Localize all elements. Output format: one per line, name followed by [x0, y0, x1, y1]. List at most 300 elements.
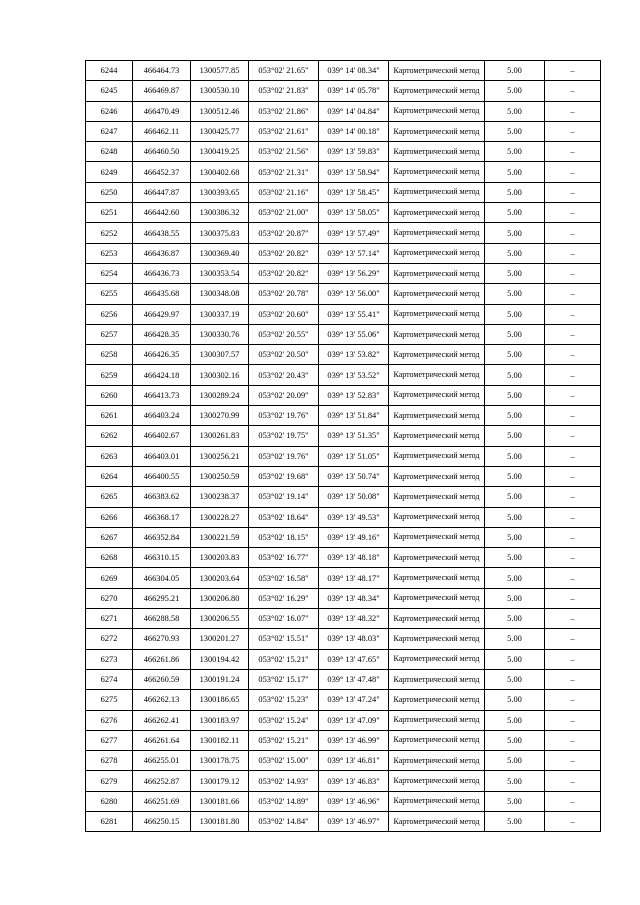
method-cell: Картометрический метод [389, 324, 485, 344]
table-row [86, 284, 601, 304]
accuracy-cell: 5.00 [485, 61, 545, 81]
table-row [86, 548, 601, 568]
longitude-cell: 039° 13' 58.45" [319, 182, 389, 202]
coordinates-sheet [85, 60, 600, 832]
accuracy-cell: 5.00 [485, 609, 545, 629]
accuracy-cell: 5.00 [485, 223, 545, 243]
y-coordinate-cell: 1300530.10 [191, 81, 249, 101]
table-row [86, 609, 601, 629]
y-coordinate-cell: 1300419.25 [191, 142, 249, 162]
longitude-cell: 039° 13' 57.14" [319, 243, 389, 263]
y-coordinate-cell: 1300191.24 [191, 669, 249, 689]
method-cell: Картометрический метод [389, 162, 485, 182]
y-coordinate-cell: 1300206.80 [191, 588, 249, 608]
x-coordinate-cell: 466261.86 [133, 649, 191, 669]
table-row [86, 507, 601, 527]
description-cell: – [545, 568, 601, 588]
point-number-cell: 6248 [86, 142, 133, 162]
point-number-cell: 6253 [86, 243, 133, 263]
longitude-cell: 039° 13' 47.09" [319, 710, 389, 730]
latitude-cell: 053°02' 19.76" [249, 406, 319, 426]
accuracy-cell: 5.00 [485, 345, 545, 365]
longitude-cell: 039° 13' 51.35" [319, 426, 389, 446]
accuracy-cell: 5.00 [485, 162, 545, 182]
longitude-cell: 039° 14' 04.84" [319, 101, 389, 121]
longitude-cell: 039° 13' 58.05" [319, 203, 389, 223]
description-cell: – [545, 527, 601, 547]
point-number-cell: 6250 [86, 182, 133, 202]
y-coordinate-cell: 1300577.85 [191, 61, 249, 81]
description-cell: – [545, 548, 601, 568]
table-row [86, 162, 601, 182]
table-row [86, 426, 601, 446]
description-cell: – [545, 101, 601, 121]
latitude-cell: 053°02' 20.82" [249, 263, 319, 283]
method-cell: Картометрический метод [389, 527, 485, 547]
point-number-cell: 6262 [86, 426, 133, 446]
longitude-cell: 039° 13' 50.74" [319, 466, 389, 486]
latitude-cell: 053°02' 20.55" [249, 324, 319, 344]
accuracy-cell: 5.00 [485, 142, 545, 162]
latitude-cell: 053°02' 19.76" [249, 446, 319, 466]
table-row [86, 223, 601, 243]
point-number-cell: 6278 [86, 751, 133, 771]
point-number-cell: 6256 [86, 304, 133, 324]
description-cell: – [545, 669, 601, 689]
method-cell: Картометрический метод [389, 609, 485, 629]
accuracy-cell: 5.00 [485, 527, 545, 547]
y-coordinate-cell: 1300203.64 [191, 568, 249, 588]
accuracy-cell: 5.00 [485, 365, 545, 385]
longitude-cell: 039° 14' 05.78" [319, 81, 389, 101]
longitude-cell: 039° 13' 46.83" [319, 771, 389, 791]
point-number-cell: 6275 [86, 690, 133, 710]
x-coordinate-cell: 466464.73 [133, 61, 191, 81]
point-number-cell: 6274 [86, 669, 133, 689]
y-coordinate-cell: 1300270.99 [191, 406, 249, 426]
table-row [86, 385, 601, 405]
y-coordinate-cell: 1300302.16 [191, 365, 249, 385]
latitude-cell: 053°02' 16.29" [249, 588, 319, 608]
latitude-cell: 053°02' 20.60" [249, 304, 319, 324]
latitude-cell: 053°02' 20.82" [249, 243, 319, 263]
table-row [86, 324, 601, 344]
method-cell: Картометрический метод [389, 263, 485, 283]
latitude-cell: 053°02' 21.83" [249, 81, 319, 101]
method-cell: Картометрический метод [389, 791, 485, 811]
latitude-cell: 053°02' 21.16" [249, 182, 319, 202]
longitude-cell: 039° 13' 47.48" [319, 669, 389, 689]
description-cell: – [545, 406, 601, 426]
table-row [86, 365, 601, 385]
coordinates-table [85, 60, 601, 832]
y-coordinate-cell: 1300186.65 [191, 690, 249, 710]
point-number-cell: 6255 [86, 284, 133, 304]
table-row [86, 771, 601, 791]
longitude-cell: 039° 13' 46.97" [319, 811, 389, 831]
y-coordinate-cell: 1300386.32 [191, 203, 249, 223]
description-cell: – [545, 203, 601, 223]
description-cell: – [545, 588, 601, 608]
longitude-cell: 039° 14' 08.34" [319, 61, 389, 81]
point-number-cell: 6252 [86, 223, 133, 243]
latitude-cell: 053°02' 18.64" [249, 507, 319, 527]
method-cell: Картометрический метод [389, 771, 485, 791]
accuracy-cell: 5.00 [485, 263, 545, 283]
x-coordinate-cell: 466452.37 [133, 162, 191, 182]
method-cell: Картометрический метод [389, 243, 485, 263]
accuracy-cell: 5.00 [485, 487, 545, 507]
x-coordinate-cell: 466261.64 [133, 730, 191, 750]
x-coordinate-cell: 466436.87 [133, 243, 191, 263]
latitude-cell: 053°02' 15.21" [249, 730, 319, 750]
x-coordinate-cell: 466260.59 [133, 669, 191, 689]
latitude-cell: 053°02' 14.93" [249, 771, 319, 791]
x-coordinate-cell: 466442.60 [133, 203, 191, 223]
method-cell: Картометрический метод [389, 730, 485, 750]
description-cell: – [545, 791, 601, 811]
longitude-cell: 039° 13' 46.96" [319, 791, 389, 811]
y-coordinate-cell: 1300182.11 [191, 730, 249, 750]
x-coordinate-cell: 466470.49 [133, 101, 191, 121]
method-cell: Картометрический метод [389, 61, 485, 81]
description-cell: – [545, 243, 601, 263]
latitude-cell: 053°02' 16.77" [249, 548, 319, 568]
x-coordinate-cell: 466429.97 [133, 304, 191, 324]
description-cell: – [545, 609, 601, 629]
longitude-cell: 039° 13' 49.16" [319, 527, 389, 547]
point-number-cell: 6244 [86, 61, 133, 81]
longitude-cell: 039° 13' 59.83" [319, 142, 389, 162]
y-coordinate-cell: 1300179.12 [191, 771, 249, 791]
table-row [86, 629, 601, 649]
description-cell: – [545, 121, 601, 141]
method-cell: Картометрический метод [389, 203, 485, 223]
x-coordinate-cell: 466426.35 [133, 345, 191, 365]
x-coordinate-cell: 466262.41 [133, 710, 191, 730]
x-coordinate-cell: 466460.50 [133, 142, 191, 162]
point-number-cell: 6270 [86, 588, 133, 608]
method-cell: Картометрический метод [389, 345, 485, 365]
longitude-cell: 039° 13' 48.34" [319, 588, 389, 608]
latitude-cell: 053°02' 14.84" [249, 811, 319, 831]
point-number-cell: 6259 [86, 365, 133, 385]
latitude-cell: 053°02' 20.87" [249, 223, 319, 243]
accuracy-cell: 5.00 [485, 588, 545, 608]
method-cell: Картометрический метод [389, 365, 485, 385]
table-row [86, 406, 601, 426]
latitude-cell: 053°02' 19.14" [249, 487, 319, 507]
table-row [86, 568, 601, 588]
method-cell: Картометрический метод [389, 588, 485, 608]
y-coordinate-cell: 1300256.21 [191, 446, 249, 466]
description-cell: – [545, 507, 601, 527]
method-cell: Картометрический метод [389, 426, 485, 446]
longitude-cell: 039° 13' 47.24" [319, 690, 389, 710]
accuracy-cell: 5.00 [485, 669, 545, 689]
description-cell: – [545, 324, 601, 344]
y-coordinate-cell: 1300402.68 [191, 162, 249, 182]
method-cell: Картометрический метод [389, 710, 485, 730]
latitude-cell: 053°02' 16.58" [249, 568, 319, 588]
point-number-cell: 6269 [86, 568, 133, 588]
point-number-cell: 6267 [86, 527, 133, 547]
point-number-cell: 6260 [86, 385, 133, 405]
x-coordinate-cell: 466262.13 [133, 690, 191, 710]
y-coordinate-cell: 1300307.57 [191, 345, 249, 365]
longitude-cell: 039° 13' 53.82" [319, 345, 389, 365]
point-number-cell: 6261 [86, 406, 133, 426]
point-number-cell: 6268 [86, 548, 133, 568]
point-number-cell: 6249 [86, 162, 133, 182]
description-cell: – [545, 162, 601, 182]
latitude-cell: 053°02' 20.09" [249, 385, 319, 405]
accuracy-cell: 5.00 [485, 507, 545, 527]
latitude-cell: 053°02' 15.23" [249, 690, 319, 710]
table-row [86, 466, 601, 486]
latitude-cell: 053°02' 14.89" [249, 791, 319, 811]
latitude-cell: 053°02' 20.43" [249, 365, 319, 385]
table-row [86, 710, 601, 730]
latitude-cell: 053°02' 16.07" [249, 609, 319, 629]
table-row [86, 669, 601, 689]
method-cell: Картометрический метод [389, 568, 485, 588]
latitude-cell: 053°02' 20.78" [249, 284, 319, 304]
longitude-cell: 039° 13' 49.53" [319, 507, 389, 527]
description-cell: – [545, 649, 601, 669]
y-coordinate-cell: 1300330.76 [191, 324, 249, 344]
accuracy-cell: 5.00 [485, 284, 545, 304]
method-cell: Картометрический метод [389, 101, 485, 121]
point-number-cell: 6272 [86, 629, 133, 649]
method-cell: Картометрический метод [389, 751, 485, 771]
point-number-cell: 6257 [86, 324, 133, 344]
y-coordinate-cell: 1300425.77 [191, 121, 249, 141]
x-coordinate-cell: 466400.55 [133, 466, 191, 486]
point-number-cell: 6251 [86, 203, 133, 223]
method-cell: Картометрический метод [389, 548, 485, 568]
point-number-cell: 6246 [86, 101, 133, 121]
x-coordinate-cell: 466383.62 [133, 487, 191, 507]
accuracy-cell: 5.00 [485, 385, 545, 405]
table-row [86, 101, 601, 121]
y-coordinate-cell: 1300206.55 [191, 609, 249, 629]
accuracy-cell: 5.00 [485, 406, 545, 426]
table-row [86, 690, 601, 710]
x-coordinate-cell: 466270.93 [133, 629, 191, 649]
y-coordinate-cell: 1300289.24 [191, 385, 249, 405]
y-coordinate-cell: 1300201.27 [191, 629, 249, 649]
x-coordinate-cell: 466310.15 [133, 548, 191, 568]
latitude-cell: 053°02' 21.56" [249, 142, 319, 162]
description-cell: – [545, 304, 601, 324]
table-row [86, 142, 601, 162]
longitude-cell: 039° 14' 00.18" [319, 121, 389, 141]
longitude-cell: 039° 13' 50.08" [319, 487, 389, 507]
longitude-cell: 039° 13' 56.29" [319, 263, 389, 283]
x-coordinate-cell: 466435.68 [133, 284, 191, 304]
description-cell: – [545, 345, 601, 365]
longitude-cell: 039° 13' 57.49" [319, 223, 389, 243]
y-coordinate-cell: 1300337.19 [191, 304, 249, 324]
table-row [86, 304, 601, 324]
longitude-cell: 039° 13' 48.17" [319, 568, 389, 588]
y-coordinate-cell: 1300181.80 [191, 811, 249, 831]
longitude-cell: 039° 13' 51.05" [319, 446, 389, 466]
method-cell: Картометрический метод [389, 811, 485, 831]
accuracy-cell: 5.00 [485, 568, 545, 588]
point-number-cell: 6247 [86, 121, 133, 141]
description-cell: – [545, 142, 601, 162]
table-row [86, 527, 601, 547]
accuracy-cell: 5.00 [485, 101, 545, 121]
table-row [86, 588, 601, 608]
method-cell: Картометрический метод [389, 507, 485, 527]
x-coordinate-cell: 466251.69 [133, 791, 191, 811]
y-coordinate-cell: 1300183.97 [191, 710, 249, 730]
longitude-cell: 039° 13' 48.32" [319, 609, 389, 629]
point-number-cell: 6266 [86, 507, 133, 527]
latitude-cell: 053°02' 18.15" [249, 527, 319, 547]
longitude-cell: 039° 13' 55.41" [319, 304, 389, 324]
method-cell: Картометрический метод [389, 304, 485, 324]
accuracy-cell: 5.00 [485, 446, 545, 466]
x-coordinate-cell: 466255.01 [133, 751, 191, 771]
y-coordinate-cell: 1300348.08 [191, 284, 249, 304]
description-cell: – [545, 223, 601, 243]
point-number-cell: 6281 [86, 811, 133, 831]
y-coordinate-cell: 1300261.83 [191, 426, 249, 446]
point-number-cell: 6264 [86, 466, 133, 486]
point-number-cell: 6245 [86, 81, 133, 101]
table-row [86, 243, 601, 263]
latitude-cell: 053°02' 20.50" [249, 345, 319, 365]
accuracy-cell: 5.00 [485, 629, 545, 649]
latitude-cell: 053°02' 21.00" [249, 203, 319, 223]
description-cell: – [545, 466, 601, 486]
x-coordinate-cell: 466469.87 [133, 81, 191, 101]
method-cell: Картометрический метод [389, 385, 485, 405]
description-cell: – [545, 61, 601, 81]
longitude-cell: 039° 13' 46.99" [319, 730, 389, 750]
description-cell: – [545, 629, 601, 649]
method-cell: Картометрический метод [389, 466, 485, 486]
table-row [86, 730, 601, 750]
x-coordinate-cell: 466462.11 [133, 121, 191, 141]
accuracy-cell: 5.00 [485, 182, 545, 202]
x-coordinate-cell: 466436.73 [133, 263, 191, 283]
method-cell: Картометрический метод [389, 669, 485, 689]
latitude-cell: 053°02' 15.51" [249, 629, 319, 649]
latitude-cell: 053°02' 19.75" [249, 426, 319, 446]
longitude-cell: 039° 13' 48.18" [319, 548, 389, 568]
latitude-cell: 053°02' 15.21" [249, 649, 319, 669]
accuracy-cell: 5.00 [485, 203, 545, 223]
point-number-cell: 6263 [86, 446, 133, 466]
accuracy-cell: 5.00 [485, 121, 545, 141]
x-coordinate-cell: 466447.87 [133, 182, 191, 202]
table-row [86, 446, 601, 466]
accuracy-cell: 5.00 [485, 304, 545, 324]
longitude-cell: 039° 13' 58.94" [319, 162, 389, 182]
description-cell: – [545, 751, 601, 771]
x-coordinate-cell: 466428.35 [133, 324, 191, 344]
x-coordinate-cell: 466288.58 [133, 609, 191, 629]
x-coordinate-cell: 466403.01 [133, 446, 191, 466]
accuracy-cell: 5.00 [485, 811, 545, 831]
description-cell: – [545, 365, 601, 385]
accuracy-cell: 5.00 [485, 243, 545, 263]
longitude-cell: 039° 13' 47.65" [319, 649, 389, 669]
x-coordinate-cell: 466250.15 [133, 811, 191, 831]
method-cell: Картометрический метод [389, 629, 485, 649]
y-coordinate-cell: 1300181.66 [191, 791, 249, 811]
table-row [86, 263, 601, 283]
y-coordinate-cell: 1300375.83 [191, 223, 249, 243]
method-cell: Картометрический метод [389, 81, 485, 101]
method-cell: Картометрический метод [389, 223, 485, 243]
description-cell: – [545, 284, 601, 304]
y-coordinate-cell: 1300203.83 [191, 548, 249, 568]
x-coordinate-cell: 466413.73 [133, 385, 191, 405]
y-coordinate-cell: 1300369.40 [191, 243, 249, 263]
point-number-cell: 6280 [86, 791, 133, 811]
accuracy-cell: 5.00 [485, 771, 545, 791]
table-row [86, 487, 601, 507]
point-number-cell: 6279 [86, 771, 133, 791]
x-coordinate-cell: 466424.18 [133, 365, 191, 385]
x-coordinate-cell: 466402.67 [133, 426, 191, 446]
table-row [86, 811, 601, 831]
x-coordinate-cell: 466438.55 [133, 223, 191, 243]
y-coordinate-cell: 1300393.65 [191, 182, 249, 202]
accuracy-cell: 5.00 [485, 791, 545, 811]
description-cell: – [545, 263, 601, 283]
x-coordinate-cell: 466295.21 [133, 588, 191, 608]
latitude-cell: 053°02' 15.24" [249, 710, 319, 730]
table-row [86, 345, 601, 365]
latitude-cell: 053°02' 21.61" [249, 121, 319, 141]
table-row [86, 81, 601, 101]
x-coordinate-cell: 466352.84 [133, 527, 191, 547]
y-coordinate-cell: 1300353.54 [191, 263, 249, 283]
method-cell: Картометрический метод [389, 182, 485, 202]
table-row [86, 61, 601, 81]
longitude-cell: 039° 13' 51.84" [319, 406, 389, 426]
latitude-cell: 053°02' 21.86" [249, 101, 319, 121]
description-cell: – [545, 426, 601, 446]
x-coordinate-cell: 466368.17 [133, 507, 191, 527]
point-number-cell: 6258 [86, 345, 133, 365]
table-row [86, 203, 601, 223]
y-coordinate-cell: 1300228.27 [191, 507, 249, 527]
description-cell: – [545, 487, 601, 507]
accuracy-cell: 5.00 [485, 548, 545, 568]
accuracy-cell: 5.00 [485, 690, 545, 710]
longitude-cell: 039° 13' 56.00" [319, 284, 389, 304]
description-cell: – [545, 811, 601, 831]
longitude-cell: 039° 13' 55.06" [319, 324, 389, 344]
accuracy-cell: 5.00 [485, 710, 545, 730]
method-cell: Картометрический метод [389, 487, 485, 507]
table-row [86, 751, 601, 771]
y-coordinate-cell: 1300194.42 [191, 649, 249, 669]
description-cell: – [545, 182, 601, 202]
latitude-cell: 053°02' 21.31" [249, 162, 319, 182]
accuracy-cell: 5.00 [485, 81, 545, 101]
x-coordinate-cell: 466403.24 [133, 406, 191, 426]
accuracy-cell: 5.00 [485, 466, 545, 486]
